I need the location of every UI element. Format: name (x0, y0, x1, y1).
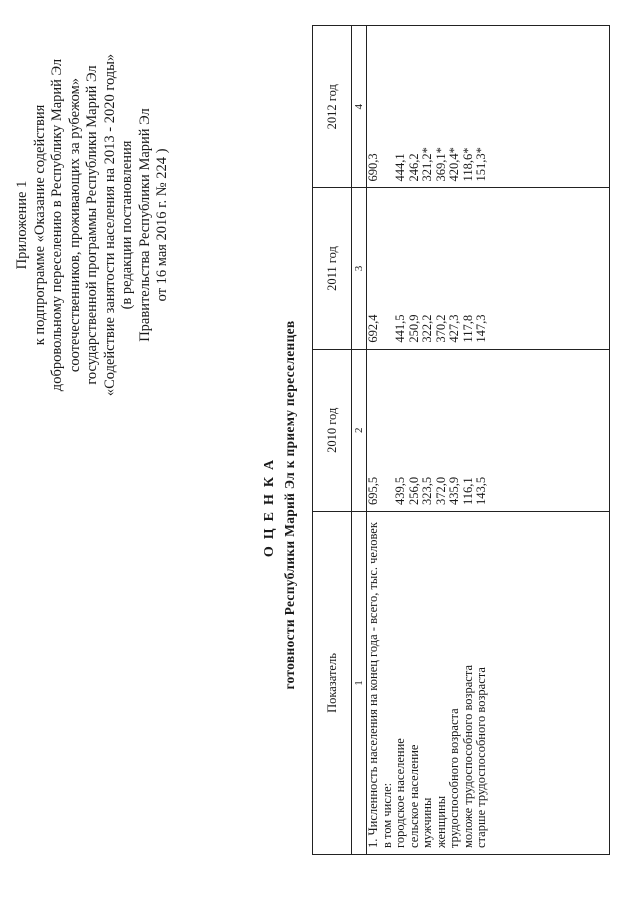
row-label: старше трудоспособного возраста (475, 512, 609, 855)
document-subtitle: готовности Республики Марий Эл к приему переселенцев (282, 320, 297, 690)
table-row (448, 26, 462, 855)
cell-2010: 323,5 (421, 349, 435, 511)
column-number: 4 (352, 26, 367, 188)
row-label: трудоспособного возраста (448, 512, 462, 855)
appendix-line: соотечественников, проживающих за рубежом» (66, 77, 83, 373)
cell-2012 (381, 26, 395, 188)
row-label: моложе трудоспособного возраста (462, 512, 476, 855)
table-header-row (313, 26, 352, 855)
appendix-line: (в редакции постановления (119, 140, 135, 310)
cell-2011: 692,4 (367, 188, 381, 349)
data-table (312, 25, 610, 855)
column-number: 2 (352, 349, 367, 511)
row-label: городское население (394, 512, 408, 855)
table-row (475, 26, 609, 855)
header-2012: 2012 год (313, 26, 352, 188)
table-row (408, 26, 422, 855)
appendix-line: Приложение 1 (14, 180, 30, 270)
table-row (462, 26, 476, 855)
header-indicator: Показатель (313, 512, 352, 855)
cell-2010: 439,5 (394, 349, 408, 511)
appendix-line: «Содействие занятости населения на 2013 - 2020 годы» (101, 53, 118, 397)
row-label: мужчины (421, 512, 435, 855)
cell-2012: 444,1 (394, 26, 408, 188)
cell-2011 (381, 188, 395, 349)
cell-2010: 372,0 (435, 349, 449, 511)
cell-2012: 321,2* (421, 26, 435, 188)
cell-2012: 246,2 (408, 26, 422, 188)
cell-2010 (381, 349, 395, 511)
appendix-line: к подпрограмме «Оказание содействия (31, 104, 48, 346)
cell-2011: 117,8 (462, 188, 476, 349)
cell-2012: 151,3* (475, 26, 609, 188)
cell-2010: 143,5 (475, 349, 609, 511)
header-2011: 2011 год (313, 188, 352, 349)
cell-2011: 322,2 (421, 188, 435, 349)
column-number: 3 (352, 188, 367, 349)
row-label: в том числе: (381, 512, 395, 855)
table-row (435, 26, 449, 855)
cell-2010: 695,5 (367, 349, 381, 511)
table-row (381, 26, 395, 855)
cell-2011: 147,3 (475, 188, 609, 349)
appendix-line: государственной программы Республики Марий Эл (84, 65, 100, 385)
document-title: ОЦЕНКА (262, 452, 277, 558)
appendix-line: добровольному переселению в Республику Марий Эл (49, 58, 65, 392)
cell-2012: 369,1* (435, 26, 449, 188)
cell-2012: 420,4* (448, 26, 462, 188)
appendix-line: от 16 мая 2016 г. № 224 ) (154, 148, 170, 302)
column-number: 1 (352, 512, 367, 855)
cell-2011: 370,2 (435, 188, 449, 349)
cell-2012: 690,3 (367, 26, 381, 188)
title-block (262, 255, 298, 755)
row-label: сельское население (408, 512, 422, 855)
cell-2011: 441,5 (394, 188, 408, 349)
cell-2011: 427,3 (448, 188, 462, 349)
row-label: женщины (435, 512, 449, 855)
cell-2011: 250,9 (408, 188, 422, 349)
appendix-line: Правительства Республики Марий Эл (136, 108, 153, 342)
table-row (367, 26, 381, 855)
row-label: 1. Численность населения на конец года - всего, тыс. человек (367, 512, 381, 855)
cell-2010: 435,9 (448, 349, 462, 511)
cell-2012: 118,6* (462, 26, 476, 188)
appendix-block (14, 15, 172, 435)
column-number-row (352, 26, 367, 855)
table-row (394, 26, 408, 855)
table-row (421, 26, 435, 855)
cell-2010: 116,1 (462, 349, 476, 511)
header-2010: 2010 год (313, 349, 352, 511)
cell-2010: 256,0 (408, 349, 422, 511)
